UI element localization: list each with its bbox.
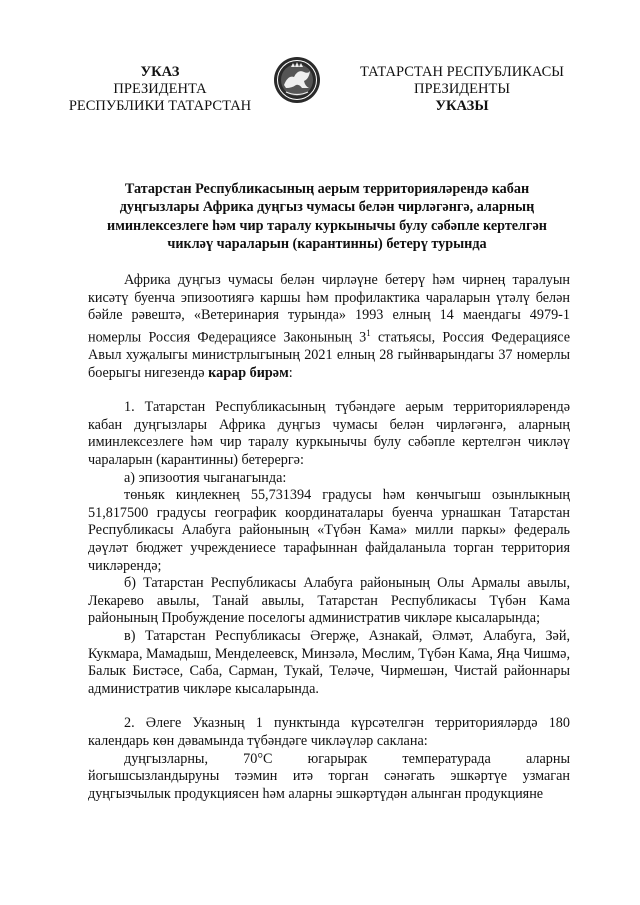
preamble-text-2: статьясы, Россия Федерациясе Авыл хуҗалыгы министрлыгының 2021 елның 28 гыйнварындагы 37 номерлы боерыгы нигезендә (88, 329, 571, 381)
preamble-end: : (288, 364, 293, 381)
item-2-text: дуңгызларны, 70°С югарырак температурада аларны йогышсызландыруны тәэмин итә торган сәнәгать эшкәртүе узмаган дуңгызчылык продукциясен һәм аларны эшкәртүдән алынган продукцияне (88, 750, 570, 802)
title-line-4: чикләү чараларын (карантинны) бетерү турында (167, 236, 487, 253)
item-1b-paragraph: б) Татарстан Республикасы Алабуга районының Олы Армалы авылы, Лекарево авылы, Танай авылы, Татарстан Республикасы Түбән Кама районының Пробуждение поселогы административ чикләре кысаларында; (88, 575, 570, 627)
header-right-line-2: ПРЕЗИДЕНТЫ (413, 81, 511, 97)
decree-title (92, 180, 562, 254)
header-left-line-3: РЕСПУБЛИКИ ТАТАРСТАН (68, 98, 252, 114)
preamble-superscript: 1 (366, 327, 371, 338)
header-right-line-3: УКАЗЫ (435, 98, 489, 114)
preamble-bold: карар бирәм (208, 364, 289, 381)
item-1a-paragraph: төньяк киңлекнең 55,731394 градусы һәм көнчыгыш озынлыкның 51,817500 градусы географик координаталары буенча урнашкан Татарстан Республикасы Алабуга районының «Түбән Кама» милли паркы» федераль дәүләт бюджет учреждениесе тарафыннан файдаланыла торган территория чикләрендә; (88, 487, 570, 574)
header-right-line-1: ТАТАРСТАН РЕСПУБЛИКАСЫ (360, 64, 564, 80)
header-tatar (352, 64, 572, 115)
title-line-1: Татарстан Республикасының аерым территорияләрендә кабан (124, 181, 530, 197)
item-1c-paragraph: в) Татарстан Республикасы Әгерҗе, Азнакай, Әлмәт, Алабуга, Зәй, Кукмара, Мамадыш, Менделеевск, Минзәлә, Мөслим, Түбән Кама, Яңа Чишмә, Балык Бистәсе, Саба, Сарман, Тукай, Теләче, Чирмешән, Чистай районнары административ чикләре кысаларында. (88, 628, 570, 697)
title-line-3: иминлексезлеге һәм чир таралу куркынычы булу сәбәпле кертелгән (107, 217, 547, 234)
tatarstan-emblem-icon (272, 55, 322, 105)
preamble-paragraph (88, 272, 570, 382)
item-1a-heading: а) эпизоотия чыганагында: (124, 469, 287, 486)
preamble-text: Африка дуңгыз чумасы белән чирләүне бетерү һәм чирнең таралуын кисәтү буенча эпизоотиягә каршы һәм профилактика чараларын үтәлү белән бәйле рәвештә, «Ветеринария турында» 1993 елның 14 маендагы 4979-1 номерлы Россия Федерациясе Законының 3 (88, 272, 570, 346)
item-2-paragraph: 2. Әлеге Указның 1 пунктында күрсәтелгән территорияләрдә 180 календарь көн дәвамында түбәндәге чикләүләр саклана: (88, 715, 570, 749)
decree-body (88, 272, 570, 803)
item-1-paragraph: 1. Татарстан Республикасының түбәндәге аерым территорияләрендә кабан дуңгызлары Африка дуңгыз чумасы белән чирләгәнгә, аларның иминлексезлеге һәм чир таралу куркынычы булу сәбәпле кертелгән чикләү чараларын (карантинны) бетерергә: (88, 399, 570, 469)
title-line-2: дуңгызлары Африка дуңгыз чумасы белән чирләгәнгә, аларның (119, 199, 535, 216)
header-russian (60, 64, 260, 115)
header-left-line-1: УКАЗ (140, 64, 180, 80)
header-left-line-2: ПРЕЗИДЕНТА (113, 81, 207, 97)
